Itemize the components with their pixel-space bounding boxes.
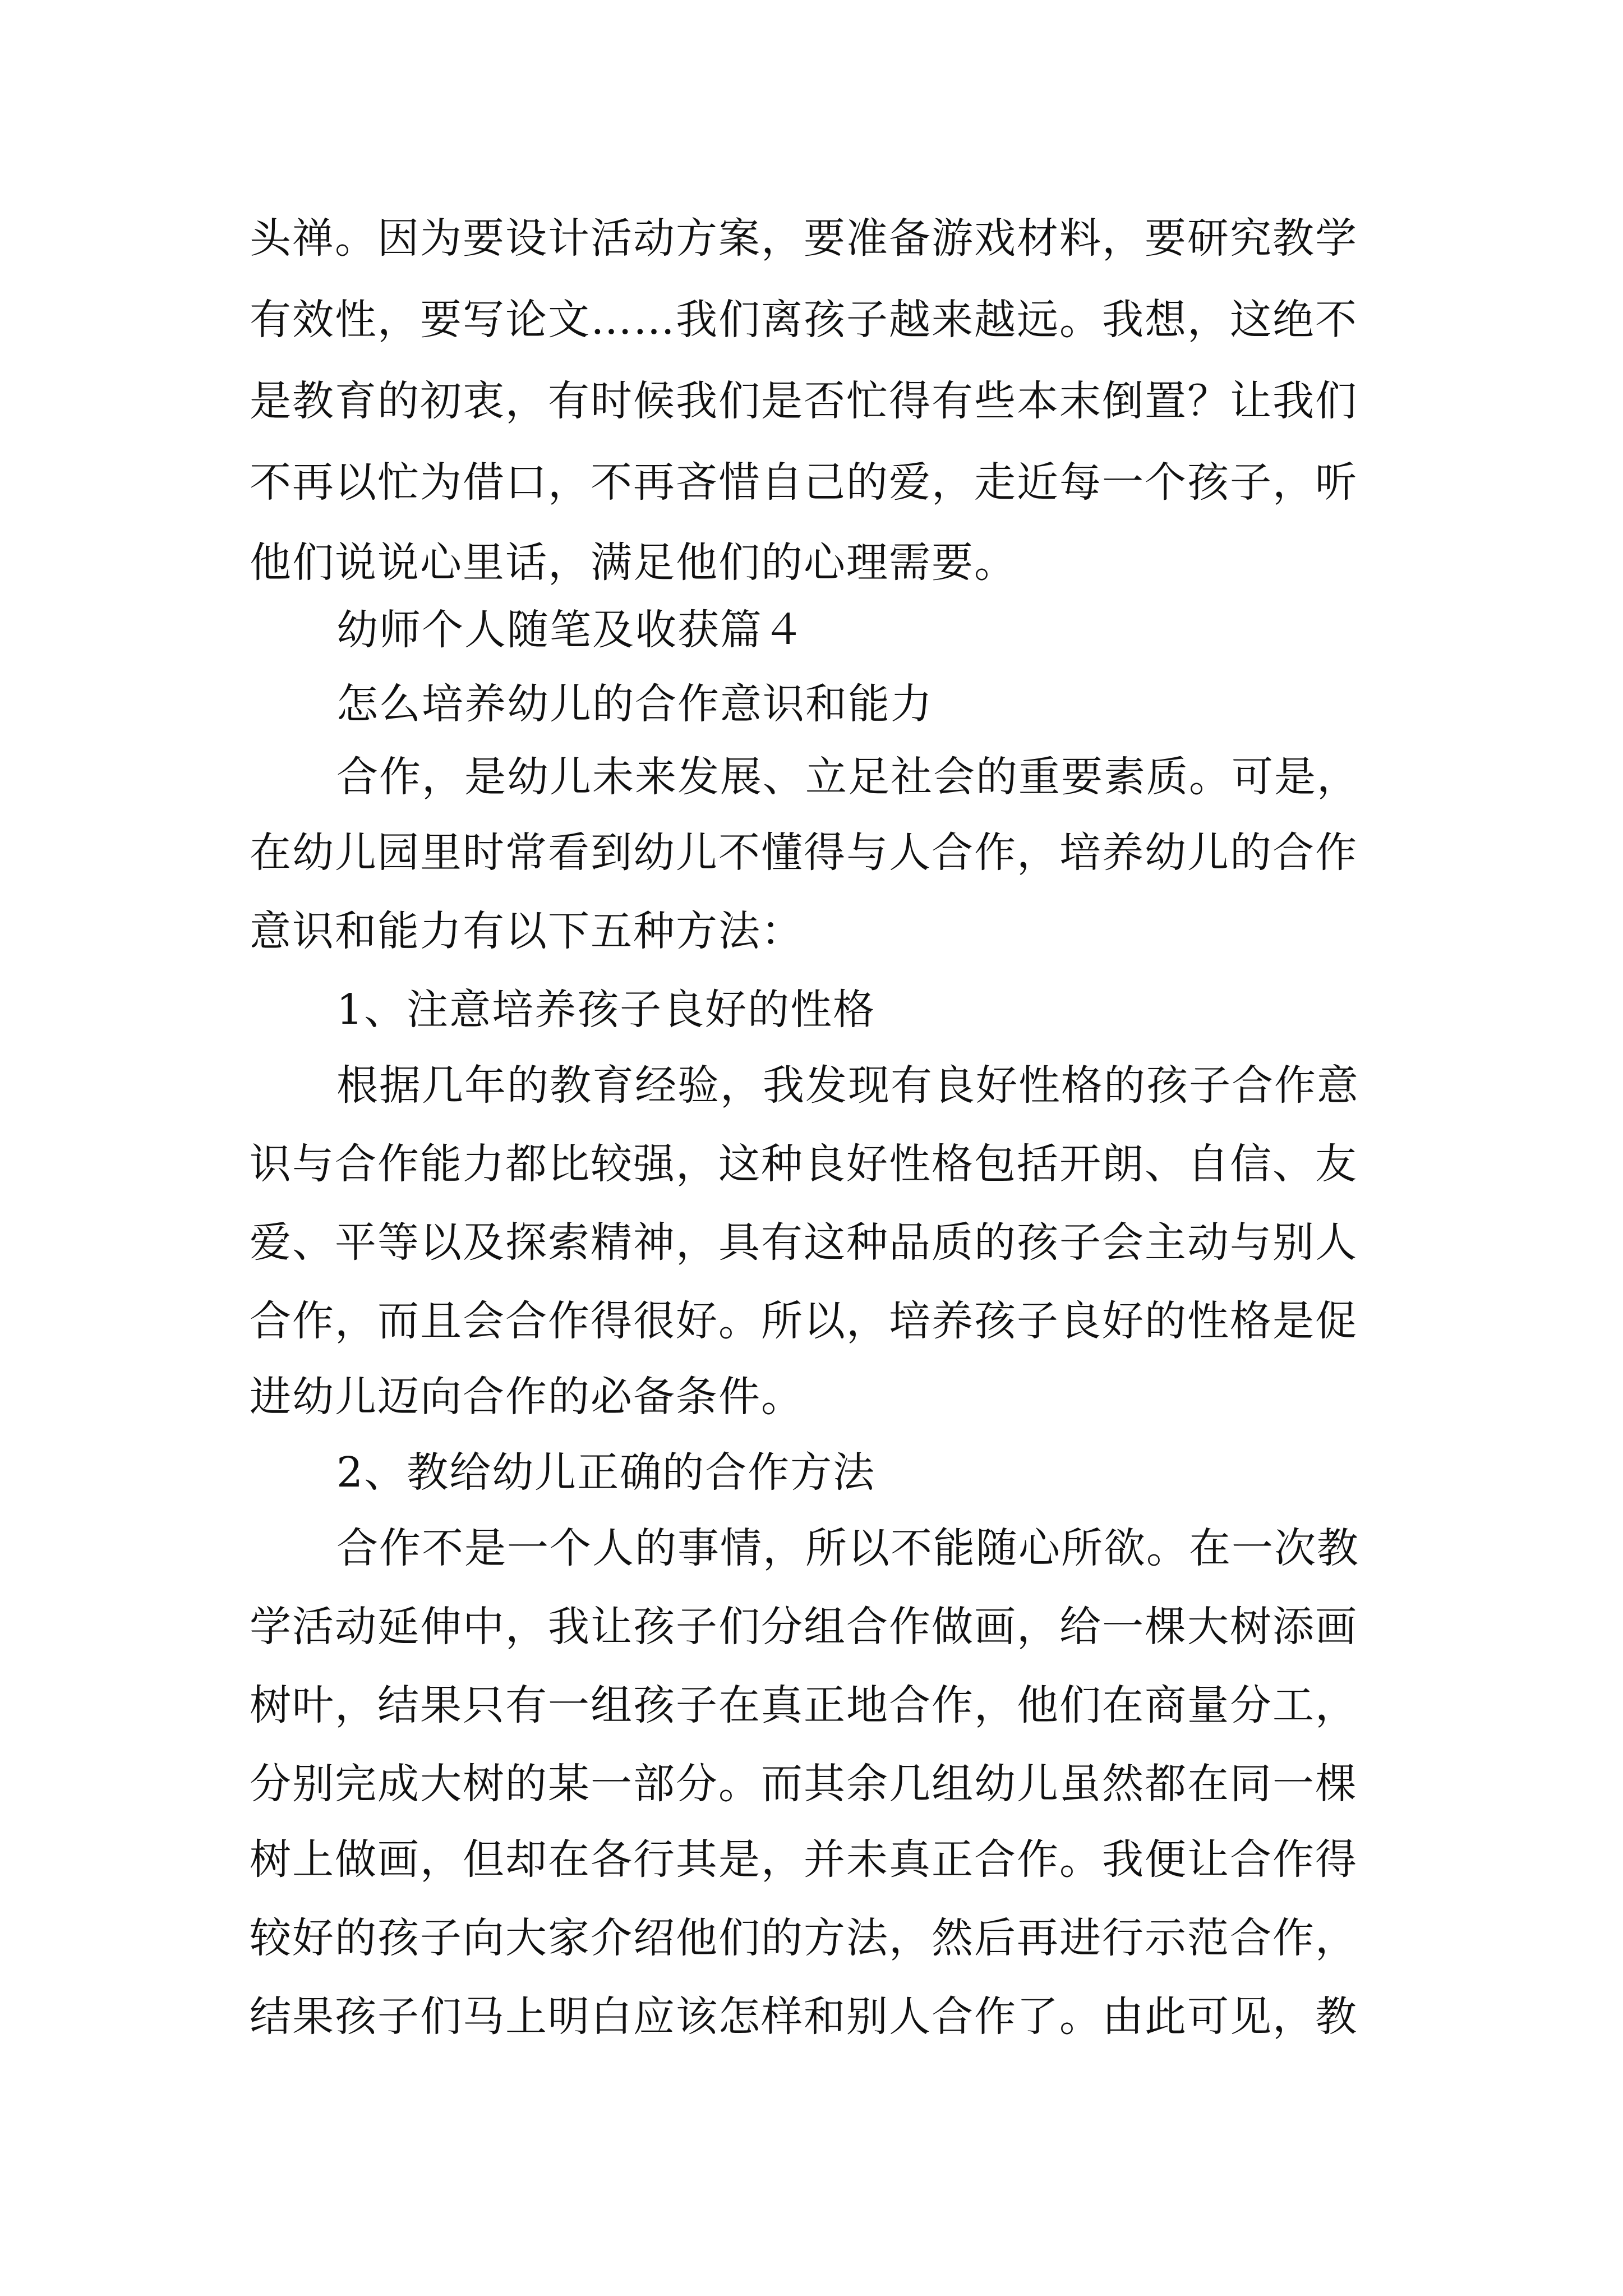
text-line: 树上做画，但却在各行其是，并未真正合作。我便让合作得: [250, 1835, 1358, 1884]
text-line: 合作不是一个人的事情，所以不能随心所欲。在一次教: [336, 1524, 1359, 1572]
text-line: 头禅。因为要设计活动方案，要准备游戏材料，要研究教学: [250, 214, 1358, 263]
text-line: 合作，是幼儿未来发展、立足社会的重要素质。可是，: [336, 753, 1359, 801]
text-line: 不再以忙为借口，不再吝惜自己的爱，走近每一个孩子，听: [250, 458, 1358, 507]
text-line: 识与合作能力都比较强，这种良好性格包括开朗、自信、友: [250, 1140, 1358, 1188]
text-line: 学活动延伸中，我让孩子们分组合作做画，给一棵大树添画: [250, 1603, 1358, 1651]
text-line: 结果孩子们马上明白应该怎样和别人合作了。由此可见，教: [250, 1993, 1358, 2041]
text-line: 根据几年的教育经验，我发现有良好性格的孩子合作意: [336, 1061, 1359, 1110]
text-line: 分别完成大树的某一部分。而其余几组幼儿虽然都在同一棵: [250, 1760, 1358, 1808]
article-title: 怎么培养幼儿的合作意识和能力: [336, 680, 933, 728]
text-line: 在幼儿园里时常看到幼儿不懂得与人合作，培养幼儿的合作: [250, 829, 1358, 877]
text-line: 较好的孩子向大家介绍他们的方法，然后再进行示范合作，: [250, 1914, 1358, 1962]
text-line: 意识和能力有以下五种方法：: [250, 907, 804, 955]
text-line: 树叶，结果只有一组孩子在真正地合作，他们在商量分工，: [250, 1681, 1358, 1729]
subheading: 2、教给幼儿正确的合作方法: [336, 1448, 876, 1497]
text-line: 爱、平等以及探索精神，具有这种品质的孩子会主动与别人: [250, 1218, 1358, 1267]
text-line: 有效性，要写论文……我们离孩子越来越远。我想，这绝不: [250, 296, 1358, 344]
section-heading: 幼师个人随笔及收获篇４: [336, 606, 805, 654]
text-line: 进幼儿迈向合作的必备条件。: [250, 1373, 804, 1421]
subheading: 1、注意培养孩子良好的性格: [336, 986, 876, 1034]
text-line: 是教育的初衷，有时候我们是否忙得有些本末倒置？让我们: [250, 377, 1358, 425]
text-line: 他们说说心里话，满足他们的心理需要。: [250, 539, 1017, 587]
text-line: 合作，而且会合作得很好。所以，培养孩子良好的性格是促: [250, 1297, 1358, 1345]
